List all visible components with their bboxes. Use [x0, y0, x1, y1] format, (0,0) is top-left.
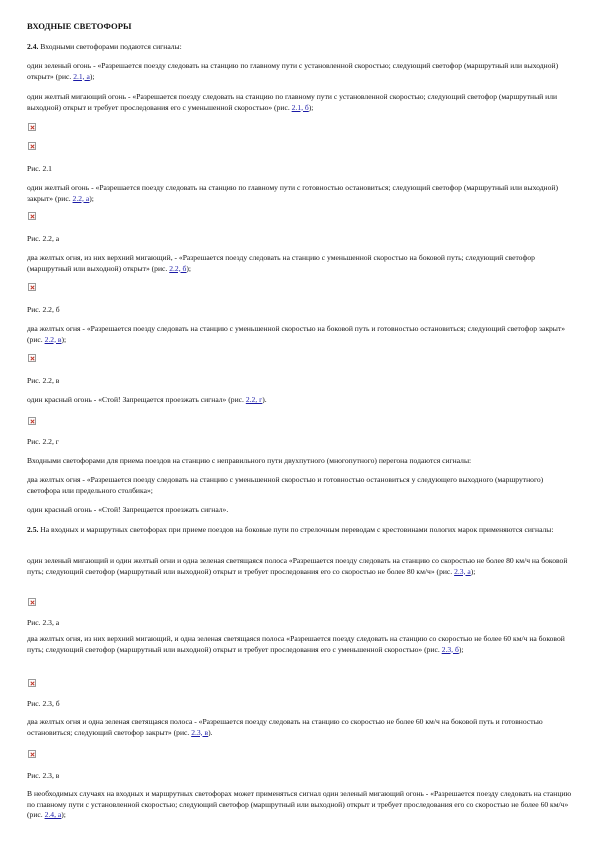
- paragraph-2-4: [27, 42, 572, 53]
- paragraph-tail: );: [458, 644, 464, 654]
- broken-image-icon: [28, 283, 36, 291]
- paragraph-wrong-track-red: один красный огонь - «Стой! Запрещается проезжать сигнал».: [27, 505, 229, 514]
- figure-caption: Рис. 2.2, б: [27, 305, 60, 314]
- paragraph-signal-green: [27, 61, 572, 82]
- figure-link[interactable]: 2.1, б: [291, 102, 309, 112]
- paragraph-signal-two-yellow-stripe: [27, 717, 572, 738]
- paragraph-signal-yellow-flashing: [27, 92, 572, 113]
- paragraph-text: два желтых огня, из них верхний мигающий, - «Разрешается поезду следовать на станцию с уменьшенной скоростью на боковой путь; следующий светофор (маршрутный или выходной) открыт» (рис.: [27, 253, 535, 273]
- paragraph-wrong-track-yellow: два желтых огня - «Разрешается поезду следовать на станцию с уменьшенной скоростью и готовностью остановиться у следующего выходного (маршрутного) светофора или предельного столбика»;: [27, 475, 544, 495]
- page-title: ВХОДНЫЕ СВЕТОФОРЫ: [27, 21, 132, 31]
- figure-caption: Рис. 2.2, в: [27, 376, 60, 385]
- broken-image-icon: [28, 142, 36, 150]
- figure-caption: Рис. 2.3, б: [27, 699, 60, 708]
- broken-image-icon: [28, 679, 36, 687]
- broken-image-icon: [28, 123, 36, 131]
- paragraph-signal-red: [27, 395, 572, 406]
- paragraph-text: два желтых огня - «Разрешается поезду следовать на станцию с уменьшенной скоростью на боковой путь и готовностью остановиться; следующий светофор закрыт» (рис.: [27, 324, 566, 344]
- paragraph-text: один зеленый мигающий и один желтый огни и одна зеленая светящаяся полоса «Разрешается поезду следовать на станцию со скоростью не более 80 км/ч на боковой путь; следующий светофор (маршрутный или выходной) открыт и требует проследования его со скоростью не более 80 км/ч» (рис.: [27, 556, 568, 576]
- clause-number: 2.4.: [27, 42, 39, 51]
- figure-caption: Рис. 2.2, а: [27, 234, 60, 243]
- paragraph-tail: ).: [262, 395, 267, 404]
- paragraph-text: Входными светофорами подаются сигналы:: [40, 42, 182, 51]
- figure-link[interactable]: 2.2, б: [169, 263, 187, 273]
- figure-caption: Рис. 2.3, а: [27, 618, 60, 627]
- paragraph-tail: ).: [208, 727, 213, 737]
- figure-caption: Рис. 2.2, г: [27, 437, 59, 446]
- paragraph-signal-green-flashing: [27, 789, 572, 821]
- paragraph-wrong-track: Входными светофорами для приема поездов на станцию с неправильного пути двухпутного (многопутного) перегона подаются сигналы:: [27, 456, 472, 465]
- paragraph-signal-two-yellow-stripe-flashing: [27, 634, 572, 655]
- figure-link[interactable]: 2.2, в: [44, 334, 62, 344]
- paragraph-tail: );: [61, 334, 67, 344]
- figure-link[interactable]: 2.3, в: [191, 727, 209, 737]
- paragraph-tail: );: [308, 102, 314, 112]
- paragraph-text: На входных и маршрутных светофорах при приеме поездов на боковые пути по стрелочным переводам с крестовинами пологих марок применяются сигналы:: [40, 525, 554, 534]
- broken-image-icon: [28, 750, 36, 758]
- figure-link[interactable]: 2.2, а: [72, 193, 90, 203]
- paragraph-text: один желтый огонь - «Разрешается поезду следовать на станцию по главному пути с готовностью остановиться; следующий светофор (маршрутный или выходной) закрыт» (рис.: [27, 183, 559, 203]
- figure-link[interactable]: 2.3, а: [454, 566, 471, 576]
- figure-caption: Рис. 2.3, в: [27, 771, 60, 780]
- paragraph-tail: );: [470, 566, 476, 576]
- clause-number: 2.5.: [27, 525, 39, 534]
- paragraph-text: один зеленый огонь - «Разрешается поезду следовать на станцию по главному пути с установленной скоростью; следующий светофор (маршрутный или выходной) открыт» (рис.: [27, 61, 559, 81]
- broken-image-icon: [28, 598, 36, 606]
- figure-link[interactable]: 2.1, а: [73, 71, 90, 81]
- broken-image-icon: [28, 417, 36, 425]
- paragraph-text: один желтый мигающий огонь - «Разрешается поезду следовать на станцию по главному пути с установленной скоростью; следующий светофор (маршрутный или выходной) открыт и требует проследования его с уменьшенной скоростью» (рис.: [27, 92, 558, 112]
- paragraph-signal-yellow: [27, 183, 572, 204]
- paragraph-tail: );: [89, 71, 95, 81]
- figure-link[interactable]: 2.3, б: [441, 644, 459, 654]
- paragraph-tail: );: [89, 193, 94, 203]
- figure-link[interactable]: 2.2, г: [245, 395, 263, 404]
- broken-image-icon: [28, 212, 36, 220]
- paragraph-signal-green-stripe: [27, 556, 572, 577]
- broken-image-icon: [28, 354, 36, 362]
- paragraph-2-5: [27, 525, 572, 536]
- paragraph-tail: );: [186, 263, 192, 273]
- paragraph-text: два желтых огня и одна зеленая светящаяся полоса - «Разрешается поезду следовать на станцию со скоростью не более 60 км/ч на боковой путь и готовностью остановиться; следующий светофор закрыт» (рис.: [27, 717, 543, 737]
- paragraph-text: один красный огонь - «Стой! Запрещается проезжать сигнал» (рис.: [27, 395, 244, 404]
- paragraph-signal-two-yellow-flashing: [27, 253, 572, 274]
- paragraph-tail: );: [61, 810, 66, 819]
- figure-link[interactable]: 2.4, а: [44, 810, 62, 819]
- paragraph-text: два желтых огня, из них верхний мигающий, и одна зеленая светящаяся полоса «Разрешается поезду следовать на станцию со скоростью не более 60 км/ч на боковой путь; следующий светофор (маршрутный или выходной) открыт и требует проследования его с уменьшенной скоростью» (рис.: [27, 634, 565, 654]
- figure-caption: Рис. 2.1: [27, 164, 52, 173]
- paragraph-signal-two-yellow: [27, 324, 572, 345]
- paragraph-text: В необходимых случаях на входных и маршрутных светофорах может применяться сигнал один зеленый мигающий огонь - «Разрешается поезду следовать на станцию по главному пути с установленной скоростью; следующий светофор (маршрутный или выходной) открыт и требует проследования его со скоростью не более 60 км/ч» (рис.: [27, 789, 572, 819]
